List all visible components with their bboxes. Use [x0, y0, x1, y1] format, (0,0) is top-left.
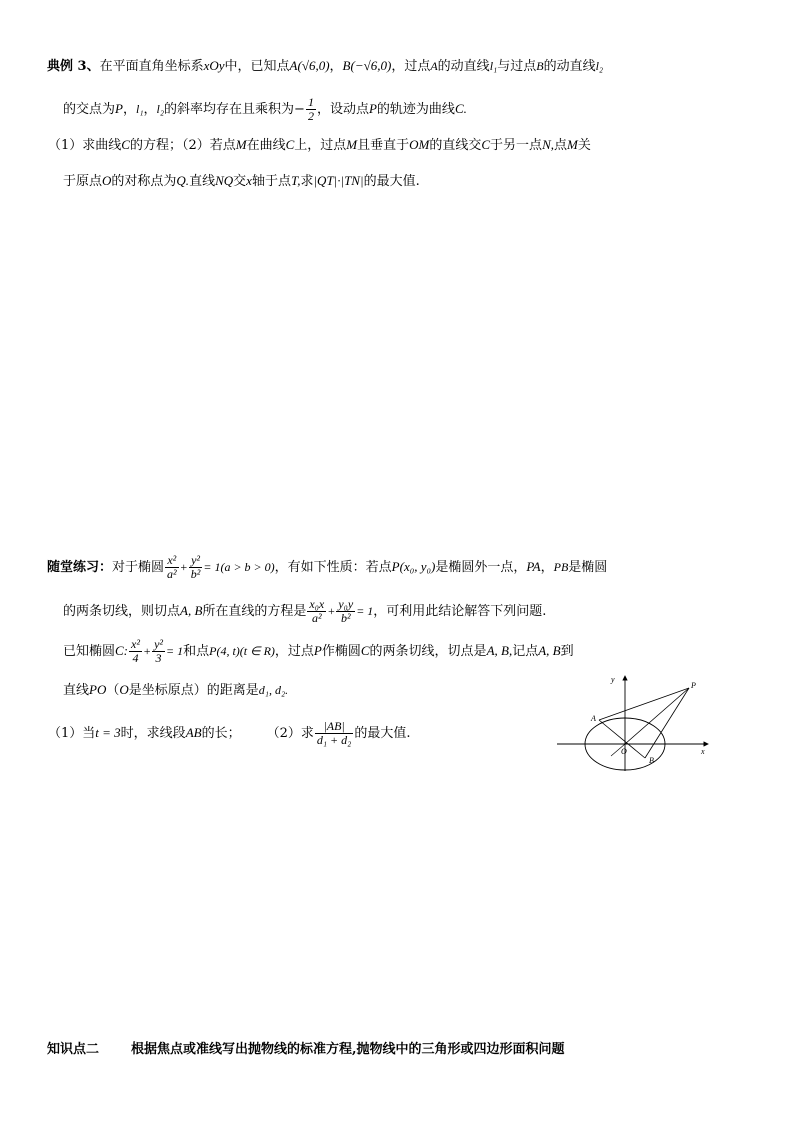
- practice-line1: 随堂练习：对于椭圆 $\frac{\text{x²}}{\text{a²}}$ + $\frac{\text{y²}}{\text{b²}}$ = 1(a > b > 0)，有如下性质：若点P(x₀, y₀)是椭圆外一点，PA，PB是椭圆: [47, 553, 608, 581]
- label-o: O: [621, 747, 627, 756]
- practice-line4: 直线PO（O是坐标原点）的距离是d₁, d₂.: [63, 682, 289, 698]
- example3-line1: 典例 3、在平面直角坐标系xOy中，已知点A(√6,0)，B(−√6,0)，过点A的动直线l₁与过点B的动直线l₂: [47, 58, 604, 74]
- practice-label: 随堂练习：: [47, 560, 113, 575]
- point-b: B(−√6,0): [342, 58, 392, 73]
- practice-line3: 已知椭圆C: $\frac{\text{x²}}{4}$ + $\frac{\text{y²}}{3}$ = 1和点P(4, t)(t ∈ R)，过点P作椭圆C的两条切线，切点是A, B,记点A, B到: [63, 637, 574, 665]
- label-y: y: [611, 675, 615, 684]
- label-b: B: [649, 756, 654, 765]
- section2-title: 根据焦点或准线写出抛物线的标准方程,抛物线中的三角形或四边形面积问题: [131, 1042, 565, 1057]
- section2-label: 知识点二: [47, 1042, 100, 1057]
- section2-heading: [47, 1040, 565, 1060]
- tangent-pb: [645, 688, 689, 758]
- label-a: A: [591, 714, 596, 723]
- example3-question-line2: 于原点O的对称点为Q.直线NQ交x轴于点T,求|QT|·|TN|的最大值.: [63, 173, 420, 189]
- fraction-one-half: $\frac{1}{2}$: [307, 95, 314, 123]
- label-x: x: [701, 747, 705, 756]
- example3-question-line1: （1）求曲线C的方程；（2）若点M在曲线C上，过点M且垂直于OM的直线交C于另一点N,点M关: [48, 137, 591, 153]
- point-a: A(√6,0): [289, 58, 330, 73]
- ellipse-tangent-figure: [555, 672, 715, 772]
- example3-line2: 的交点为P，l₁，l₂的斜率均存在且乘积为− $\frac{1}{2}$ ，设动点P的轨迹为曲线C.: [63, 95, 467, 123]
- example-label: 典例 3、: [47, 59, 100, 74]
- practice-questions: （1）当t = 3时，求线段AB的长； （2）求 $\frac{|AB|}{\text{d₁ + d₂}}$ 的最大值.: [48, 719, 411, 747]
- line-po: [625, 688, 689, 744]
- tangent-pa: [599, 688, 689, 720]
- practice-line2: 的两条切线，则切点A, B所在直线的方程是 $\frac{\text{x₀x}}{\text{a²}}$ + $\frac{\text{y₀y}}{\text{b²}}$ = 1，可利用此结论解答下列问题.: [63, 597, 547, 625]
- label-p: P: [691, 681, 696, 690]
